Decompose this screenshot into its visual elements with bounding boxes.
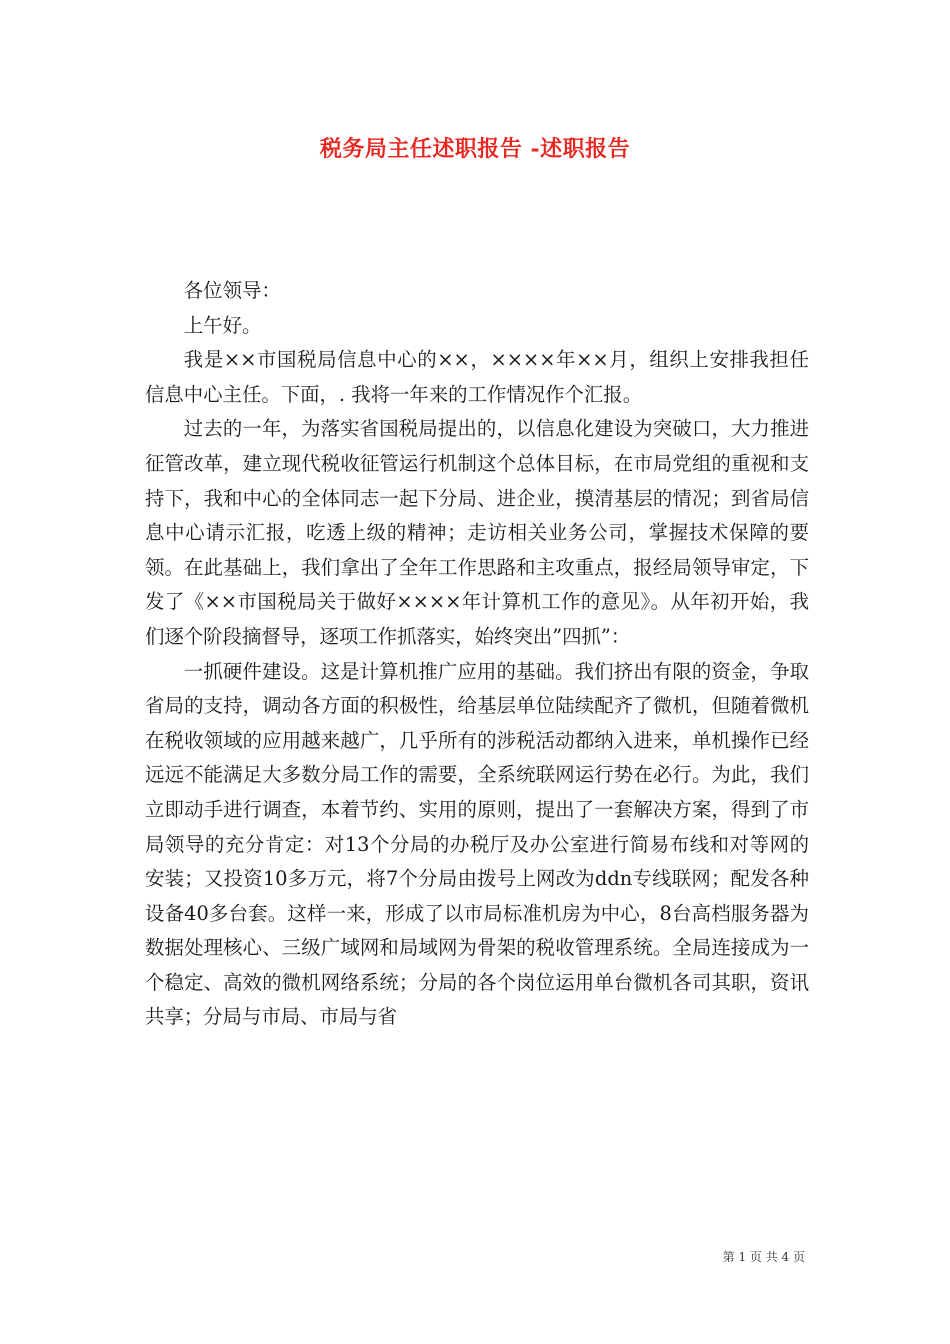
page-number: 第 1 页 共 4 页 — [722, 1250, 805, 1264]
document-title: 税务局主任述职报告 -述职报告 — [319, 136, 631, 162]
document-body — [145, 274, 809, 1035]
paragraph-overview: 过去的一年，为落实省国税局提出的，以信息化建设为突破口，大力推进征管改革，建立现代税收征管运行机制这个总体目标，在市局党组的重视和支持下，我和中心的全体同志一起下分局、进企业，摸清基层的情况；到省局信息中心请示汇报，吃透上级的精神；走访相关业务公司，掌握技术保障的要领。在此基础上，我们拿出了全年工作思路和主攻重点，报经局领导审定，下发了《××市国税局关于做好××××年计算机工作的意见》。从年初开始，我们逐个阶段摘督导，逐项工作抓落实，始终突出”四抓”： — [145, 417, 809, 648]
paragraph-salutation: 各位领导： — [183, 279, 281, 302]
paragraph-greeting: 上午好。 — [183, 313, 262, 337]
paragraph-intro: 我是××市国税局信息中心的××，××××年××月，组织上安排我担任信息中心主任。下面，. 我将一年来的工作情况作个汇报。 — [145, 348, 809, 406]
paragraph-hardware: 一抓硬件建设。这是计算机推广应用的基础。我们挤出有限的资金，争取省局的支持，调动各方面的积极性，给基层单位陆续配齐了微机，但随着微机在税收领域的应用越来越广，几乎所有的涉税活动都纳入进来，单机操作已经远远不能满足大多数分局工作的需要，全系统联网运行势在必行。为此，我们立即动手进行调查，本着节约、实用的原则，提出了一套解决方案，得到了市局领导的充分肯定：对13个分局的办税厅及办公室进行简易布线和对等网的安装；又投资10多万元，将7个分局由拨号上网改为ddn专线联网；配发各种设备40多台套。这样一来，形成了以市局标准机房为中心，8台高档服务器为数据处理核心、三级广域网和局域网为骨架的税收管理系统。全局连接成为一个稳定、高效的微机网络系统；分局的各个岗位运用单台微机各司其职，资讯共享；分局与市局、市局与省 — [145, 659, 809, 1029]
